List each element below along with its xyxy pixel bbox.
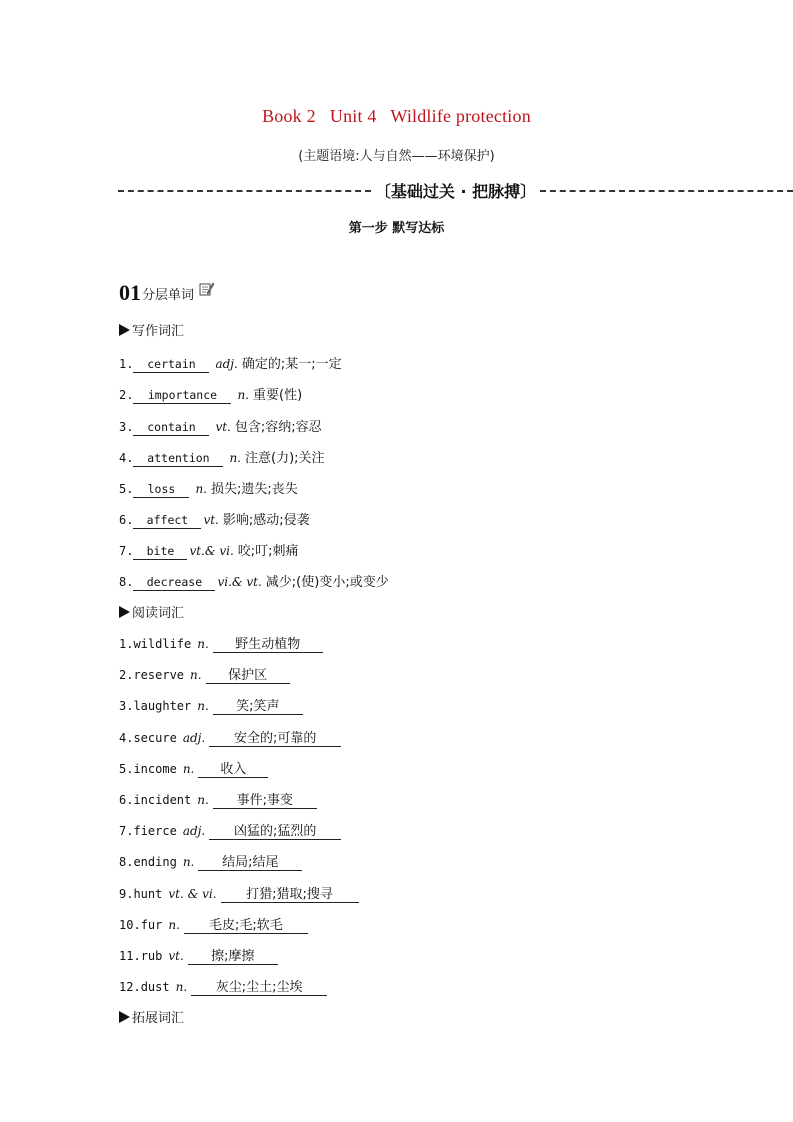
answer-blank: 事件;事变	[213, 789, 317, 809]
triangle-bullet-icon	[119, 606, 130, 618]
reading-item: 8. ending n. 结局;结尾	[119, 851, 302, 871]
answer-blank: contain	[133, 420, 209, 436]
writing-item: 8. decrease vi.& vt. 减少;(使)变小;或变少	[119, 575, 389, 590]
triangle-bullet-icon	[119, 324, 130, 336]
reading-item: 4. secure adj. 安全的;可靠的	[119, 727, 341, 747]
writing-item: 1. certain adj. 确定的;某一;一定	[119, 357, 342, 372]
section-name: 分层单词	[142, 288, 195, 303]
answer-blank: 擦;摩擦	[188, 945, 278, 965]
reading-item: 1. wildlife n. 野生动植物	[119, 633, 323, 653]
answer-blank: 打猎;猎取;搜寻	[221, 883, 359, 903]
writing-item: 6. affect vt. 影响;感动;侵袭	[119, 513, 310, 528]
answer-blank: certain	[133, 357, 209, 373]
reading-item: 12. dust n. 灰尘;尘土;尘埃	[119, 976, 327, 996]
answer-blank: 毛皮;毛;软毛	[184, 914, 308, 934]
step-heading: 第一步 默写达标	[348, 221, 445, 236]
writing-item: 2. importance n. 重要(性)	[119, 388, 303, 403]
writing-item: 3. contain vt. 包含;容纳;容忍	[119, 420, 322, 435]
answer-blank: 保护区	[206, 664, 290, 684]
section-banner	[118, 176, 793, 204]
answer-blank: affect	[133, 513, 201, 529]
writing-item: 5. loss n. 损失;遗失;丧失	[119, 482, 298, 497]
writing-item: 4. attention n. 注意(力);关注	[119, 451, 325, 466]
writing-item: 7. bite vt.& vi. 咬;叮;刺痛	[119, 544, 299, 559]
reading-vocab-heading: 阅读词汇	[119, 602, 184, 621]
triangle-bullet-icon	[119, 1011, 130, 1023]
reading-item: 6. incident n. 事件;事变	[119, 789, 317, 809]
document-subtitle: (主题语境:人与自然——环境保护)	[298, 149, 495, 164]
reading-item: 10. fur n. 毛皮;毛;软毛	[119, 914, 308, 934]
answer-blank: 凶猛的;猛烈的	[209, 820, 341, 840]
writing-vocab-heading: 写作词汇	[119, 320, 184, 339]
answer-blank: 安全的;可靠的	[209, 727, 341, 747]
section-heading	[119, 281, 214, 305]
answer-blank: 笑;笑声	[213, 695, 303, 715]
dashed-divider-right	[540, 190, 793, 192]
document-title: Book 2 Unit 4 Wildlife protection	[262, 106, 531, 126]
reading-item: 9. hunt vt. & vi. 打猎;猎取;搜寻	[119, 883, 359, 903]
answer-blank: 野生动植物	[213, 633, 323, 653]
answer-blank: 灰尘;尘土;尘埃	[191, 976, 327, 996]
reading-item: 7. fierce adj. 凶猛的;猛烈的	[119, 820, 341, 840]
section-number: 01	[119, 280, 141, 305]
reading-item: 3. laughter n. 笑;笑声	[119, 695, 303, 715]
reading-item: 11. rub vt. 擦;摩擦	[119, 945, 278, 965]
banner-label: 〔基础过关 · 把脉搏〕	[374, 181, 537, 201]
answer-blank: attention	[133, 451, 223, 467]
answer-blank: decrease	[133, 575, 215, 591]
reading-item: 5. income n. 收入	[119, 758, 268, 778]
answer-blank: loss	[133, 482, 189, 498]
answer-blank: importance	[133, 388, 231, 404]
reading-item: 2. reserve n. 保护区	[119, 664, 290, 684]
expansion-vocab-heading: 拓展词汇	[119, 1007, 184, 1026]
pencil-note-icon	[198, 281, 214, 301]
answer-blank: 收入	[198, 758, 268, 778]
dashed-divider-left	[118, 190, 371, 192]
answer-blank: 结局;结尾	[198, 851, 302, 871]
answer-blank: bite	[133, 544, 187, 560]
